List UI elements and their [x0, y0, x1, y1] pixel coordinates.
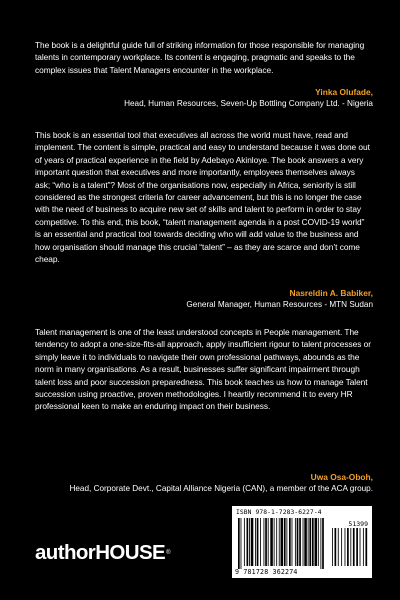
barcode-addon-bar	[338, 528, 339, 566]
barcode-bar	[281, 518, 284, 566]
review-attribution-2	[35, 287, 373, 312]
reviewer-name-3: Uwa Osa-Oboh,	[310, 472, 373, 482]
isbn-barcode	[232, 506, 372, 578]
barcode-addon-bar	[360, 528, 361, 566]
review-attribution-1	[35, 86, 373, 111]
barcode-bar	[260, 518, 261, 566]
barcode-bar	[247, 518, 249, 566]
barcode-bar	[241, 518, 242, 569]
barcode-bar	[295, 518, 296, 566]
reviewer-title-2: General Manager, Human Resources - MTN Sudan	[186, 300, 373, 310]
barcode-bar	[279, 518, 280, 566]
barcode-bar	[249, 518, 250, 566]
barcode-addon-bar	[345, 528, 346, 566]
barcode-bar	[320, 518, 321, 569]
reviewer-title-1: Head, Human Resources, Seven-Up Bottling Company Ltd. - Nigeria	[124, 99, 373, 109]
barcode-bar	[297, 518, 299, 566]
reviewer-title-3: Head, Corporate Devt., Capital Alliance Nigeria (CAN), a member of the ACA group.	[69, 484, 373, 494]
barcode-addon-bar	[341, 528, 342, 566]
barcode-bar	[251, 518, 254, 566]
barcode-bar	[255, 518, 256, 566]
barcode-bar	[322, 518, 324, 569]
isbn-number: ISBN 978-1-7283-6227-4	[236, 509, 322, 516]
barcode-bar	[286, 518, 287, 566]
barcode-bar	[238, 518, 240, 569]
barcode-bar	[289, 518, 291, 566]
barcode-digits: 9 781728 362274	[235, 568, 298, 576]
barcode-bar	[315, 518, 318, 566]
barcode-addon-bar	[356, 528, 358, 566]
barcode-addon-bar	[365, 528, 367, 566]
publisher-logo-suffix: HOUSE	[95, 541, 166, 564]
review-text-3: Talent management is one of the least understood concepts in People management. The tendency to adopt a one-size-fits-all approach, apply insufficient rigour to talent processes or simply leave it to individuals to navigate their own professional pathways, abounds as the norm in many organisations. As a result, businesses suffer significant impairment through talent loss and poor succession preparedness. This book teaches us how to manage Talent succession using proactive, proven methodologies. I heartily recommend it to every HR professional keen to make an enduring impact on their business.	[35, 327, 371, 412]
publisher-logo	[35, 542, 170, 564]
review-text-2: This book is an essential tool that executives all across the world must have, read and implement. The content is simple, practical and easy to understand because it was done out of years of practical experience in the field by Adebayo Akinloye. The book answers a very important question that executives and more importantly, employees themselves always ask; “who is a talent”? Most of the organisations now, especially in Africa, seniority is still considered as the strongest criteria for career advancement, but this is no longer the case with the need of business to acquire new set of skills and talent to perform in order to stay competitive. To this end, this book, “talent management agenda in a post COVID-19 world” is an essential and practical tool towards deciding who will add value to the business and how organisation should manage this crucial “talent” – as they are scarce and don’t come cheap.	[35, 130, 370, 265]
barcode-addon-bar	[350, 528, 351, 566]
barcode-bar	[276, 518, 277, 566]
barcode-bar	[270, 518, 273, 566]
publisher-logo-prefix: author	[35, 541, 96, 564]
barcode-bar	[264, 518, 265, 566]
barcode-bar	[318, 518, 319, 566]
barcode-addon-bar	[353, 528, 355, 566]
registered-mark: ®	[166, 550, 170, 556]
barcode-bar	[308, 518, 309, 566]
barcode-addon-bar	[332, 528, 333, 566]
barcode-bar	[274, 518, 275, 566]
price-code: 51399	[348, 520, 368, 528]
review-attribution-3	[35, 471, 373, 496]
barcode-bar	[244, 518, 245, 566]
barcode-addon-bar	[347, 528, 349, 566]
barcode-bar	[312, 518, 314, 566]
barcode-bar	[304, 518, 307, 566]
barcode-bar	[309, 518, 311, 566]
barcode-bar	[265, 518, 267, 566]
barcode-bar	[284, 518, 286, 566]
reviewer-name-1: Yinka Olufade,	[315, 87, 373, 97]
reviewer-name-2: Nasreldin A. Babiker,	[289, 288, 373, 298]
barcode-bar	[292, 518, 293, 566]
barcode-addon-bar	[363, 528, 364, 566]
barcode-bar	[257, 518, 259, 566]
barcode-bar	[303, 518, 304, 566]
barcode-bar	[268, 518, 269, 566]
barcode-bar	[299, 518, 301, 566]
barcode-addon-bar	[335, 528, 337, 566]
review-text-1: The book is a delightful guide full of striking information for those responsible for managing talents in contemporary workplace. Its content is engaging, pragmatic and speaks to the complex issues that Talent Managers encounter in the workplace.	[35, 40, 365, 75]
